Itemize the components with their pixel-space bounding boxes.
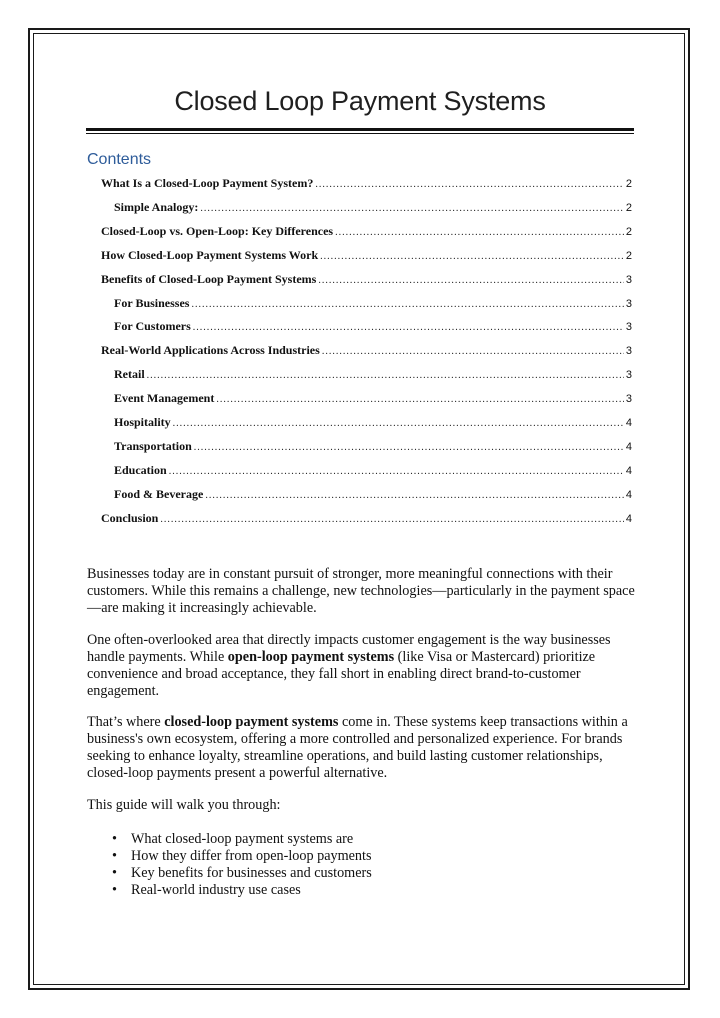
paragraph-3-text: [87, 714, 635, 782]
toc-dot-leader: [160, 512, 624, 528]
toc-entry[interactable]: [114, 438, 632, 454]
bullet-icon: •: [112, 848, 117, 864]
toc-entry[interactable]: [114, 486, 632, 502]
toc-page-number: 3: [625, 369, 632, 381]
document-title: Closed Loop Payment Systems: [174, 86, 546, 116]
paragraph-3-text-b: come in. These systems keep transactions within a business's own ecosystem, offering a more controlled and personalized experience. For brands seeking to enhance loyalty, streamline operations, and build lasting customer relationships, closed-loop payments present a powerful alternative.: [87, 714, 628, 781]
toc-entry[interactable]: [114, 199, 632, 215]
list-item-text: Real-world industry use cases: [131, 882, 301, 898]
title-rule: [86, 128, 634, 131]
toc-page-number: 4: [625, 417, 632, 429]
toc-page-number: 2: [625, 226, 632, 238]
toc-entry-label: Transportation: [114, 439, 192, 453]
bullet-icon: •: [112, 831, 117, 847]
bullet-icon: •: [112, 882, 117, 898]
toc-entry-label: Event Management: [114, 391, 215, 405]
toc-dot-leader: [335, 225, 624, 241]
toc-dot-leader: [191, 297, 623, 313]
toc-entry[interactable]: [114, 390, 632, 406]
toc-page-number: 4: [625, 465, 632, 477]
toc-entry[interactable]: [101, 510, 632, 526]
toc-entry[interactable]: [114, 295, 632, 311]
toc-dot-leader: [320, 249, 624, 265]
toc-dot-leader: [194, 440, 624, 456]
list-item: [112, 882, 372, 899]
list-item-text: Key benefits for businesses and customers: [131, 865, 372, 881]
toc-page-number: 3: [625, 393, 632, 405]
title-rule-thin: [86, 133, 634, 134]
toc-page-number: 3: [625, 321, 632, 333]
toc-entry-label: Food & Beverage: [114, 487, 204, 501]
open-loop-term: open-loop payment systems: [227, 649, 395, 665]
toc-dot-leader: [169, 464, 624, 480]
guide-intro: This guide will walk you through:: [87, 797, 281, 813]
toc-page-number: 2: [625, 250, 632, 262]
paragraph-2-text-b: (like Visa or Mastercard) prioritize convenience and broad acceptance, they fall short in enabling direct brand-to-customer engagement.: [87, 649, 596, 699]
guide-bullet-list: [112, 831, 372, 899]
toc-entry[interactable]: [101, 175, 632, 191]
toc-page-number: 3: [625, 345, 632, 357]
toc-page-number: 3: [625, 274, 632, 286]
toc-heading: Contents: [87, 151, 152, 168]
toc-page-number: 4: [625, 513, 632, 525]
toc-entry-label: How Closed-Loop Payment Systems Work: [101, 248, 319, 262]
closed-loop-term: closed-loop payment systems: [164, 714, 339, 730]
toc-entry[interactable]: [101, 342, 632, 358]
toc-entry-label: Benefits of Closed-Loop Payment Systems: [101, 272, 317, 286]
toc-page-number: 4: [625, 489, 632, 501]
paragraph-2-text-a: One often-overlooked area that directly impacts customer engagement is the way businesses handle payments. While: [87, 632, 611, 665]
toc-entry[interactable]: [114, 318, 632, 334]
intro-paragraph: [87, 566, 635, 617]
paragraph-3: [87, 714, 635, 782]
paragraph-3-text-a: That’s where: [87, 714, 165, 730]
list-item: [112, 831, 372, 848]
toc-entry-label: For Businesses: [114, 296, 190, 310]
toc-entry-label: For Customers: [114, 319, 191, 333]
toc-entry[interactable]: [114, 366, 632, 382]
toc-dot-leader: [322, 344, 624, 360]
toc-entry-label: Education: [114, 463, 167, 477]
toc-dot-leader: [205, 488, 624, 504]
toc-entry[interactable]: [101, 247, 632, 263]
toc-entry[interactable]: [114, 414, 632, 430]
paragraph-4: [87, 797, 635, 814]
toc-entry-label: Retail: [114, 367, 145, 381]
toc-dot-leader: [318, 273, 624, 289]
list-item-text: How they differ from open-loop payments: [131, 848, 372, 864]
toc-entry-label: Real-World Applications Across Industries: [101, 343, 320, 357]
paragraph-2-text: [87, 632, 635, 700]
toc-entry-label: Hospitality: [114, 415, 171, 429]
toc-entry-label: Closed-Loop vs. Open-Loop: Key Differences: [101, 224, 334, 238]
toc-page-number: 3: [625, 298, 632, 310]
toc-page-number: 4: [625, 441, 632, 453]
toc-entry-label: What Is a Closed-Loop Payment System?: [101, 176, 314, 190]
toc-page-number: 2: [625, 202, 632, 214]
bullet-icon: •: [112, 865, 117, 881]
toc-dot-leader: [200, 201, 624, 217]
paragraph-2: [87, 632, 635, 700]
toc-entry-label: Conclusion: [101, 511, 159, 525]
toc-dot-leader: [173, 416, 624, 432]
list-item: [112, 848, 372, 865]
toc-entry[interactable]: [101, 223, 632, 239]
list-item-text: What closed-loop payment systems are: [131, 831, 354, 847]
toc-entry[interactable]: [114, 462, 632, 478]
list-item: [112, 865, 372, 882]
toc-entry-label: Simple Analogy:: [114, 200, 199, 214]
toc-dot-leader: [315, 177, 624, 193]
toc-dot-leader: [216, 392, 624, 408]
toc-entry[interactable]: [101, 271, 632, 287]
toc-dot-leader: [147, 368, 624, 384]
toc-dot-leader: [193, 320, 624, 336]
toc-page-number: 2: [625, 178, 632, 190]
paragraph-1: Businesses today are in constant pursuit of stronger, more meaningful connections with their customers. While this remains a challenge, new technologies—particularly in the payment space—are making it increasingly achievable.: [87, 566, 635, 616]
